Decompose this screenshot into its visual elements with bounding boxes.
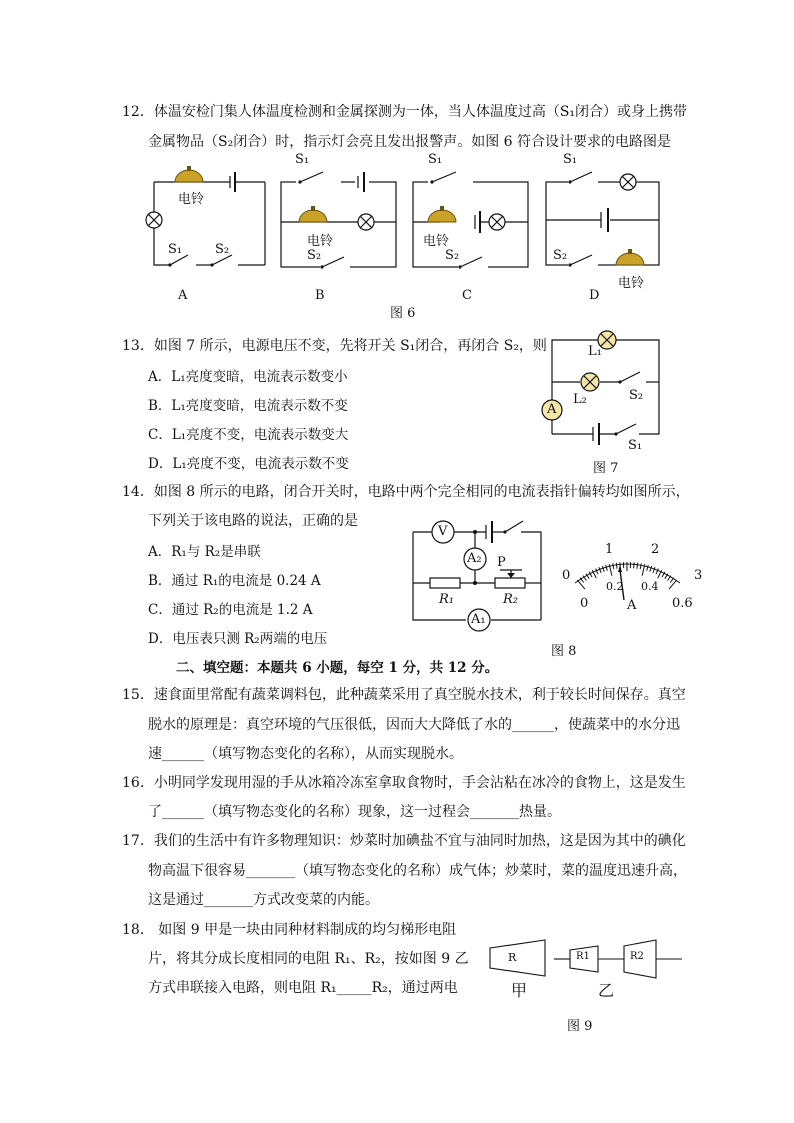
resistor-r1-label: R1 xyxy=(576,951,590,962)
q15-line2: 脱水的原理是：真空环境的气压很低，因而大大降低了水的______，使蔬菜中的水分迅 xyxy=(148,717,680,733)
s1-label: S₁ xyxy=(628,438,643,453)
figure-7-caption: 图 7 xyxy=(593,461,619,476)
q15-line1: 15．速食面里常配有蔬菜调料包，此种蔬菜采用了真空脱水技术，利于较长时间保存。真空 xyxy=(122,687,686,703)
label-yi: 乙 xyxy=(598,981,615,1000)
dial-top-3: 3 xyxy=(694,568,703,583)
option-label-c: C xyxy=(462,288,472,303)
label-jia: 甲 xyxy=(511,981,528,1000)
dial-bottom-1: 0.2 xyxy=(606,580,624,593)
q14-line2: 下列关于该电路的说法，正确的是 xyxy=(148,513,358,529)
figure-8-caption: 图 8 xyxy=(551,644,577,659)
q13-option-d: D．L₁亮度不变，电流表示数不变 xyxy=(148,456,349,472)
q17-line2: 物高温下很容易_______（填写物态变化的名称）成气体；炒菜时，菜的温度迅速升高， xyxy=(148,863,687,879)
dial-bottom-2: 0.4 xyxy=(641,580,659,593)
s1-label-a: S₁ xyxy=(168,242,183,257)
s1-label-b: S₁ xyxy=(295,152,310,167)
resistor-r2-label: R2 xyxy=(630,951,644,962)
q14-option-d: D．电压表只测 R₂两端的电压 xyxy=(148,631,328,647)
l1-label: L₁ xyxy=(588,344,602,359)
s1-label-c: S₁ xyxy=(428,152,443,167)
section-2-heading: 二、填空题：本题共 6 小题，每空 1 分，共 12 分。 xyxy=(176,660,499,676)
voltmeter-icon: V xyxy=(438,524,448,539)
figure-6-caption: 图 6 xyxy=(390,306,416,321)
q12-line2: 金属物品（S₂闭合）时，指示灯会亮且发出报警声。如图 6 符合设计要求的电路图是 xyxy=(148,134,672,150)
q16-line2: 了______（填写物态变化的名称）现象，这一过程会_______热量。 xyxy=(148,804,561,820)
bell-label-c: 电铃 xyxy=(423,234,450,249)
q14-option-b: B．通过 R₁的电流是 0.24 A xyxy=(148,573,321,589)
resistor-r-label: R xyxy=(508,951,517,964)
l2-label: L₂ xyxy=(573,392,587,407)
q14-line1: 14．如图 8 所示的电路，闭合开关时，电路中两个完全相同的电流表指针偏转均如图所示， xyxy=(122,484,690,500)
dial-bottom-0: 0 xyxy=(580,596,589,611)
dial-top-2: 2 xyxy=(651,542,660,557)
s2-label-a: S₂ xyxy=(215,242,230,257)
q14-option-a: A．R₁与 R₂是串联 xyxy=(148,544,261,560)
ammeter-a2-icon: A₂ xyxy=(467,551,482,566)
bell-label-b: 电铃 xyxy=(307,234,334,249)
dial-top-1: 1 xyxy=(605,542,614,557)
option-label-d: D xyxy=(589,288,600,303)
q17-line1: 17．我们的生活中有许多物理知识：炒菜时加碘盐不宜与油同时加热，这是因为其中的碘化 xyxy=(122,833,686,849)
dial-bottom-3: 0.6 xyxy=(672,596,693,611)
q13-option-b: B．L₁亮度变暗，电流表示数不变 xyxy=(148,398,348,414)
dial-unit: A xyxy=(627,598,637,613)
s2-label: S₂ xyxy=(629,388,644,403)
q12-line1: 12．体温安检门集人体温度检测和金属探测为一体，当人体温度过高（S₁闭合）或身上携带 xyxy=(122,104,688,120)
q18-line1: 18． 如图 9 甲是一块由同种材料制成的均匀梯形电阻 xyxy=(122,922,457,938)
s2-label-b: S₂ xyxy=(307,248,322,263)
q14-option-c: C．通过 R₂的电流是 1.2 A xyxy=(148,602,313,618)
bell-label-a: 电铃 xyxy=(178,192,205,207)
r1-label: R₁ xyxy=(439,592,454,607)
option-label-b: B xyxy=(315,288,325,303)
slider-p-label: P xyxy=(497,555,506,570)
s1-label-d: S₁ xyxy=(563,152,578,167)
q13-stem: 13．如图 7 所示，电源电压不变，先将开关 S₁闭合，再闭合 S₂，则 xyxy=(122,338,547,354)
q18-line3: 方式串联接入电路，则电阻 R₁_____R₂，通过两电 xyxy=(148,980,458,996)
q15-line3: 速______（填写物态变化的名称），从而实现脱水。 xyxy=(148,746,463,762)
s2-label-c: S₂ xyxy=(445,248,460,263)
q13-option-a: A．L₁亮度变暗，电流表示数变小 xyxy=(148,369,348,385)
q17-line3: 这是通过_______方式改变菜的内能。 xyxy=(148,892,379,908)
dial-top-0: 0 xyxy=(562,568,571,583)
q16-line1: 16．小明同学发现用湿的手从冰箱冷冻室拿取食物时，手会沾粘在冰冷的食物上，这是发生 xyxy=(122,775,686,791)
bell-label-d: 电铃 xyxy=(618,276,645,291)
s2-label-d: S₂ xyxy=(553,248,568,263)
q18-line2: 片，将其分成长度相同的电阻 R₁、R₂，按如图 9 乙 xyxy=(148,951,469,967)
ammeter-icon: A xyxy=(547,402,557,417)
q13-option-c: C．L₁亮度不变，电流表示数变大 xyxy=(148,427,349,443)
option-label-a: A xyxy=(178,288,188,303)
r2-label: R₂ xyxy=(503,592,518,607)
ammeter-a1-icon: A₁ xyxy=(471,612,486,627)
figure-9-caption: 图 9 xyxy=(567,1019,593,1034)
